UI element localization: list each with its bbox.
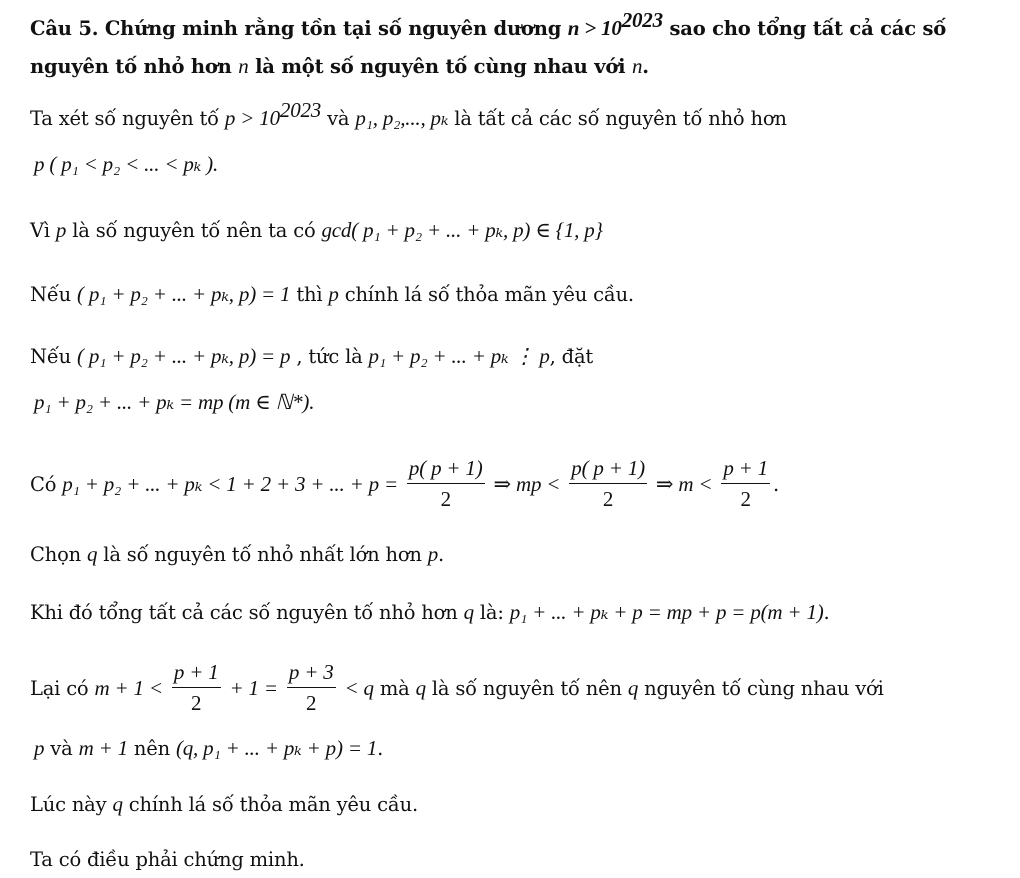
text: mà bbox=[373, 677, 416, 700]
text: Ta xét số nguyên tố bbox=[30, 107, 225, 130]
heading-text: là một số nguyên tố cùng nhau với bbox=[248, 55, 632, 78]
math-m-plus-1: m + 1 bbox=[78, 736, 128, 760]
text: là số nguyên tố nhỏ nhất lớn hơn bbox=[97, 543, 428, 566]
math-divisible: p₁ + p₂ + ... + pₖ ⋮ p bbox=[368, 344, 550, 368]
heading-math-n-gt: n > 10 bbox=[567, 16, 622, 40]
math-less-q: < q bbox=[344, 676, 374, 700]
paragraph-4-line-2 bbox=[34, 388, 314, 417]
fraction-denominator: 2 bbox=[740, 487, 751, 511]
math-exponent: 2023 bbox=[279, 98, 322, 122]
math-gcd-one: ( p₁ + p₂ + ... + pₖ, p) = 1 bbox=[77, 282, 291, 306]
text: là số nguyên tố nên ta có bbox=[66, 219, 322, 242]
heading-text: . bbox=[642, 55, 649, 78]
math-p: p bbox=[34, 736, 45, 760]
fraction-numerator: p + 1 bbox=[172, 657, 221, 688]
heading-exponent: 2023 bbox=[621, 8, 663, 32]
text: Có bbox=[30, 473, 63, 496]
fraction-2 bbox=[569, 453, 647, 514]
math-q: q bbox=[112, 792, 123, 816]
math-sum-mp: p₁ + p₂ + ... + pₖ = mp (m ∈ ℕ*). bbox=[34, 390, 315, 414]
fraction-denominator: 2 bbox=[440, 487, 451, 511]
heading-math-n: n bbox=[631, 54, 643, 78]
math-m-plus-1: m + 1 < bbox=[94, 676, 163, 700]
math-implies-m: ⇒ m < bbox=[655, 472, 713, 496]
text: và bbox=[321, 107, 356, 130]
math-q: q bbox=[463, 600, 474, 624]
text: . bbox=[823, 601, 830, 624]
math-sum-equals: p₁ + ... + pₖ + p = mp + p = p(m + 1) bbox=[509, 600, 824, 624]
text: Chọn bbox=[30, 543, 87, 566]
text: Lúc này bbox=[30, 793, 113, 816]
paragraph-9 bbox=[30, 790, 418, 819]
text: là số nguyên tố nên bbox=[425, 677, 628, 700]
conclusion-text: Ta có điều phải chứng minh. bbox=[30, 848, 305, 871]
text: . bbox=[377, 737, 384, 760]
math-q: q bbox=[627, 676, 639, 700]
math-q: q bbox=[86, 542, 98, 566]
math-implies-mp: ⇒ mp < bbox=[493, 472, 561, 496]
text: Khi đó tổng tất cả các số nguyên tố nhỏ hơn bbox=[30, 601, 464, 624]
text: Nếu bbox=[30, 283, 78, 306]
problem-heading-line-1 bbox=[30, 8, 947, 43]
fraction-numerator: p( p + 1) bbox=[569, 453, 647, 484]
paragraph-8-line-2 bbox=[34, 734, 383, 763]
fraction-1 bbox=[172, 657, 221, 718]
fraction-3 bbox=[721, 453, 770, 514]
math-gcd-q: (q, p₁ + ... + pₖ + p) = 1 bbox=[175, 736, 378, 760]
fraction-1 bbox=[407, 453, 485, 514]
fraction-numerator: p + 1 bbox=[721, 453, 770, 484]
math-prime-list: p₁, p₂,..., pₖ bbox=[355, 106, 449, 130]
paragraph-3 bbox=[30, 280, 634, 309]
paragraph-10 bbox=[30, 846, 305, 874]
math-p-gt: p > 10 bbox=[224, 106, 280, 130]
fraction-2 bbox=[287, 657, 336, 718]
heading-text: Câu 5. Chứng minh rằng tồn tại số nguyên dương bbox=[30, 17, 568, 40]
math-p: p bbox=[55, 218, 67, 242]
text: nguyên tố cùng nhau với bbox=[638, 677, 884, 700]
text: nên bbox=[127, 737, 176, 760]
math-ordering: p ( p₁ < p₂ < ... < pₖ ). bbox=[34, 152, 219, 176]
paragraph-1-line-2 bbox=[34, 150, 218, 179]
text: Vì bbox=[30, 219, 56, 242]
math-plus-one: + 1 = bbox=[229, 676, 278, 700]
paragraph-8-line-1 bbox=[30, 652, 884, 725]
heading-text: sao cho tổng tất cả các số bbox=[662, 17, 947, 40]
math-gcd: gcd( p₁ + p₂ + ... + pₖ, p) ∈ {1, p} bbox=[321, 218, 603, 242]
paragraph-4-line-1 bbox=[30, 342, 593, 371]
text: Nếu bbox=[30, 345, 78, 368]
paragraph-1-line-1 bbox=[30, 98, 787, 133]
text: Lại có bbox=[30, 677, 95, 700]
math-sum-inequality: p₁ + p₂ + ... + pₖ < 1 + 2 + 3 + ... + p = bbox=[62, 472, 398, 496]
math-q: q bbox=[415, 676, 426, 700]
text: là: bbox=[473, 601, 510, 624]
text: , tức là bbox=[290, 345, 369, 368]
text: . bbox=[438, 543, 445, 566]
paragraph-6 bbox=[30, 540, 444, 569]
text: , đặt bbox=[549, 345, 594, 368]
paragraph-2 bbox=[30, 216, 603, 245]
text: và bbox=[44, 737, 79, 760]
fraction-numerator: p + 3 bbox=[287, 657, 336, 688]
math-p: p bbox=[328, 282, 339, 306]
heading-math-n: n bbox=[238, 54, 249, 78]
paragraph-7 bbox=[30, 598, 830, 627]
fraction-denominator: 2 bbox=[191, 691, 202, 715]
fraction-denominator: 2 bbox=[306, 691, 317, 715]
fraction-denominator: 2 bbox=[602, 487, 614, 511]
text: là tất cả các số nguyên tố nhỏ hơn bbox=[448, 107, 787, 130]
math-gcd-p: ( p₁ + p₂ + ... + pₖ, p) = p bbox=[77, 344, 291, 368]
math-p: p bbox=[427, 542, 439, 566]
paragraph-5 bbox=[30, 448, 779, 521]
problem-heading-line-2 bbox=[30, 52, 649, 81]
text: chính lá số thỏa mãn yêu cầu. bbox=[338, 283, 634, 306]
text: thì bbox=[290, 283, 329, 306]
heading-text: nguyên tố nhỏ hơn bbox=[30, 55, 239, 78]
text: chính lá số thỏa mãn yêu cầu. bbox=[122, 793, 418, 816]
fraction-numerator: p( p + 1) bbox=[407, 453, 485, 484]
text: . bbox=[772, 473, 779, 496]
